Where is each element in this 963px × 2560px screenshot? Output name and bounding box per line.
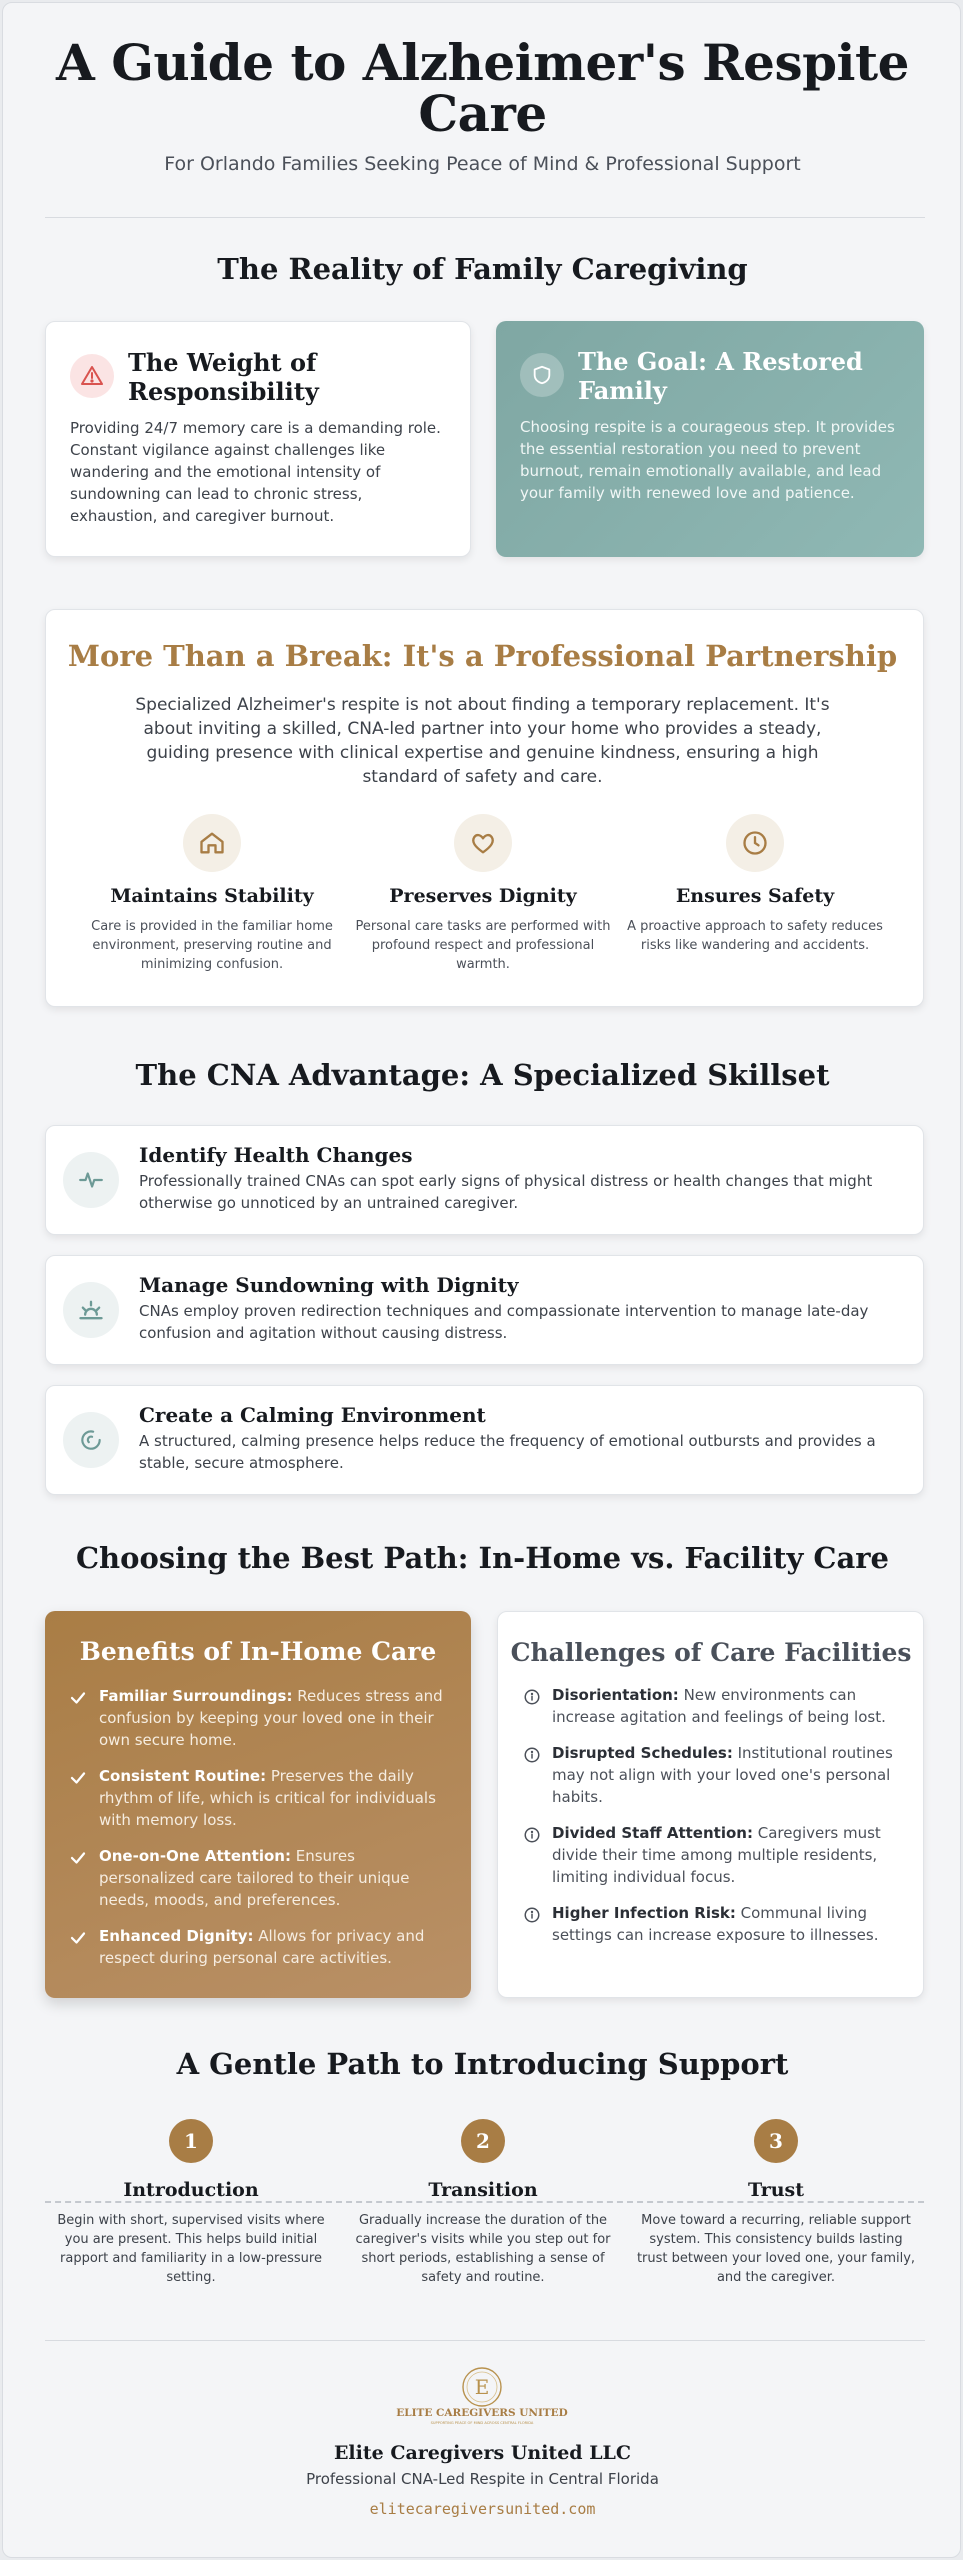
reality-section-title: The Reality of Family Caregiving: [217, 252, 748, 286]
challenge-label: Higher Infection Risk:: [552, 1904, 736, 1922]
benefit-label: Familiar Surroundings:: [99, 1687, 293, 1705]
home-icon: [183, 814, 241, 872]
svg-text:SUPPORTING PEACE OF MIND ACROS: SUPPORTING PEACE OF MIND ACROSS CENTRAL FLORIDA: [430, 2421, 534, 2425]
weight-card-body: Providing 24/7 memory care is a demanding role. Constant vigilance against challenges like wandering and the emotional intensity of sundowning can lead to chronic stress, exhaustion, and caregiver burnout.: [70, 419, 441, 525]
feature-text: Personal care tasks are performed with profound respect and professional warmth.: [355, 919, 611, 972]
step-title: Introduction: [123, 2179, 259, 2201]
heart-icon: [454, 814, 512, 872]
divider: [45, 217, 925, 218]
divider: [45, 2340, 925, 2341]
check-icon: [69, 1769, 87, 1787]
cna-item-text: A structured, calming presence helps reduce the frequency of emotional outbursts and provides a stable, secure atmosphere.: [139, 1432, 876, 1472]
step-number: 2: [461, 2119, 505, 2163]
step-title: Transition: [428, 2179, 538, 2201]
info-icon: [523, 1826, 541, 1844]
step-text: Move toward a recurring, reliable support system. This consistency builds lasting trust between your loved one, your family, and the caregiver.: [636, 2213, 916, 2285]
benefit-text: Reduces stress and confusion by keeping your loved one in their own secure home.: [99, 1687, 443, 1749]
benefit-label: Enhanced Dignity:: [99, 1927, 254, 1945]
page-subtitle: For Orlando Families Seeking Peace of Mind & Professional Support: [164, 153, 801, 175]
weight-card: [45, 321, 471, 557]
step-number: 3: [754, 2119, 798, 2163]
benefit-text: Ensures personalized care tailored to their unique needs, moods, and preferences.: [99, 1847, 410, 1909]
weight-card-title: The Weight of Responsibility: [128, 348, 319, 406]
partnership-body: Specialized Alzheimer's respite is not about finding a temporary replacement. It's about inviting a skilled, CNA-led partner into your home who provides a steady, guiding presence with clinical expertise and genuine kindness, ensuring a high standard of safety and care.: [135, 695, 830, 787]
benefit-text: Allows for privacy and respect during personal care activities.: [99, 1927, 425, 1967]
challenge-label: Disrupted Schedules:: [552, 1744, 733, 1762]
cna-item-text: CNAs employ proven redirection techniques and compassionate intervention to manage late-day confusion and agitation without causing distress.: [139, 1302, 869, 1342]
clock-icon: [726, 814, 784, 872]
benefits-card: [45, 1611, 471, 1998]
benefit-item: [99, 1685, 454, 1751]
info-icon: [523, 1906, 541, 1924]
cna-item-text: Professionally trained CNAs can spot early signs of physical distress or health changes that might otherwise go unnoticed by an untrained caregiver.: [139, 1172, 873, 1212]
feature-title: Preserves Dignity: [389, 885, 577, 907]
info-icon: [523, 1746, 541, 1764]
cna-item-title: Create a Calming Environment: [139, 1403, 486, 1427]
challenges-title: Challenges of Care Facilities: [510, 1638, 912, 1667]
cna-section-title: The CNA Advantage: A Specialized Skillset: [135, 1058, 830, 1092]
benefit-text: Preserves the daily rhythm of life, which is critical for individuals with memory loss.: [99, 1767, 436, 1829]
challenge-item: [552, 1822, 907, 1888]
challenge-text: New environments can increase agitation and feelings of being lost.: [552, 1686, 886, 1726]
refresh-icon: [63, 1412, 119, 1468]
step-text: Begin with short, supervised visits where you are present. This helps build initial rapport and familiarity in a low-pressure setting.: [57, 2213, 325, 2285]
goal-card: [496, 321, 924, 557]
pulse-icon: [63, 1152, 119, 1208]
company-tagline: Professional CNA-Led Respite in Central Florida: [306, 2470, 659, 2488]
step-text: Gradually increase the duration of the caregiver's visits while you step out for short periods, establishing a sense of safety and routine.: [355, 2213, 611, 2285]
check-icon: [69, 1929, 87, 1947]
cna-item-title: Identify Health Changes: [139, 1143, 413, 1167]
benefit-item: [99, 1845, 454, 1911]
check-icon: [69, 1849, 87, 1867]
cna-item-title: Manage Sundowning with Dignity: [139, 1273, 519, 1297]
svg-text:E: E: [474, 2375, 490, 2399]
goal-card-body: Choosing respite is a courageous step. It provides the essential restoration you need to prevent burnout, remain emotionally available, and lead your family with renewed love and patience.: [520, 418, 895, 502]
step-title: Trust: [747, 2179, 805, 2201]
challenges-card: [497, 1611, 924, 1998]
steps-section-title: A Gentle Path to Introducing Support: [176, 2047, 789, 2081]
challenge-item: [552, 1684, 907, 1728]
page-title: A Guide to Alzheimer's Respite Care: [56, 33, 909, 143]
feature-text: Care is provided in the familiar home environment, preserving routine and minimizing confusion.: [91, 919, 333, 972]
benefit-label: Consistent Routine:: [99, 1767, 267, 1785]
shield-icon: [520, 353, 564, 397]
sunset-icon: [63, 1282, 119, 1338]
benefit-label: One-on-One Attention:: [99, 1847, 291, 1865]
challenge-text: Institutional routines may not align with your loved one's personal habits.: [552, 1744, 893, 1806]
feature-title: Maintains Stability: [110, 885, 314, 907]
step-number: 1: [169, 2119, 213, 2163]
cna-item: [45, 1125, 924, 1235]
steps-connector: [45, 2201, 924, 2203]
feature-text: A proactive approach to safety reduces risks like wandering and accidents.: [627, 919, 883, 953]
svg-text:ELITE CAREGIVERS UNITED: ELITE CAREGIVERS UNITED: [396, 2407, 568, 2419]
feature-title: Ensures Safety: [675, 885, 835, 907]
company-name: Elite Caregivers United LLC: [333, 2442, 632, 2464]
challenge-text: Caregivers must divide their time among multiple residents, limiting individual focus.: [552, 1824, 881, 1886]
benefits-title: Benefits of In-Home Care: [79, 1637, 437, 1666]
page: [2, 2, 961, 2558]
cna-item: [45, 1255, 924, 1365]
company-website-link[interactable]: elitecaregiversunited.com: [369, 2500, 596, 2518]
goal-card-title: The Goal: A Restored Family: [578, 347, 863, 405]
info-icon: [523, 1688, 541, 1706]
comparison-section-title: Choosing the Best Path: In-Home vs. Facility Care: [75, 1541, 890, 1575]
challenge-item: [552, 1902, 907, 1946]
challenge-text: Communal living settings can increase exposure to illnesses.: [552, 1904, 879, 1944]
challenge-label: Divided Staff Attention:: [552, 1824, 753, 1842]
cna-item: [45, 1385, 924, 1495]
company-logo: [382, 2365, 582, 2427]
benefit-item: [99, 1765, 454, 1831]
challenge-item: [552, 1742, 907, 1808]
partnership-title: More Than a Break: It's a Professional Partnership: [67, 639, 898, 673]
challenge-label: Disorientation:: [552, 1686, 679, 1704]
benefit-item: [99, 1925, 454, 1969]
warning-icon: [70, 354, 114, 398]
check-icon: [69, 1689, 87, 1707]
